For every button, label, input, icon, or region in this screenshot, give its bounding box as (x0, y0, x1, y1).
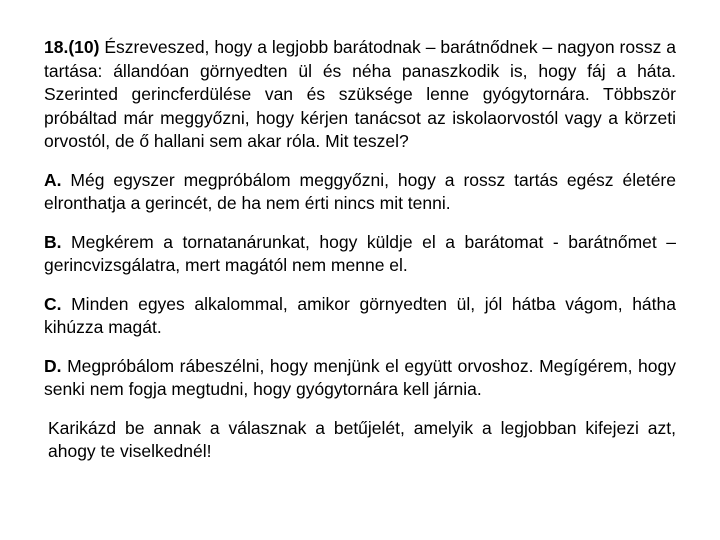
option-d[interactable] (44, 355, 676, 402)
document-page (44, 36, 676, 464)
option-a-text: Még egyszer megpróbálom meggyőzni, hogy a rossz tartás egész életére elronthatja a gerincét, de ha nem érti nincs mit tenni. (44, 169, 676, 213)
option-d-letter: D. (44, 355, 62, 376)
question-number: 18.(10) (44, 37, 100, 57)
instruction-text: Karikázd be annak a válasznak a betűjelét, amelyik a legjobban kifejezi azt, ahogy te viselkednél! (48, 417, 676, 461)
option-a[interactable] (44, 169, 676, 216)
question-paragraph (44, 36, 676, 154)
option-c-letter: C. (44, 293, 62, 314)
option-b-text: Megkérem a tornatanárunkat, hogy küldje el a barátomat - barátnőmet – gerincvizsgálatra, mert magától nem menne el. (44, 231, 676, 275)
option-c-text: Minden egyes alkalommal, amikor görnyedten ül, jól hátba vágom, hátha kihúzza magát. (44, 293, 676, 337)
question-text: Észreveszed, hogy a legjobb barátodnak – barátnődnek – nagyon rossz a tartása: állandóan görnyedten ül és néha panaszkodik is, hogy fáj a háta. Szerinted gerincferdülése van és szüksége lenne gyógytornára. Többször próbáltad már meggyőzni, hogy kérjen tanácsot az iskolaorvostól vagy a körzeti orvostól, de ő hallani sem akar róla. Mit teszel? (44, 37, 676, 151)
option-b[interactable] (44, 231, 676, 278)
option-a-letter: A. (44, 169, 62, 190)
option-c[interactable] (44, 293, 676, 340)
option-b-letter: B. (44, 231, 62, 252)
option-d-text: Megpróbálom rábeszélni, hogy menjünk el együtt orvoshoz. Megígérem, hogy senki nem fogja megtudni, hogy gyógytornára kell járnia. (44, 355, 676, 399)
